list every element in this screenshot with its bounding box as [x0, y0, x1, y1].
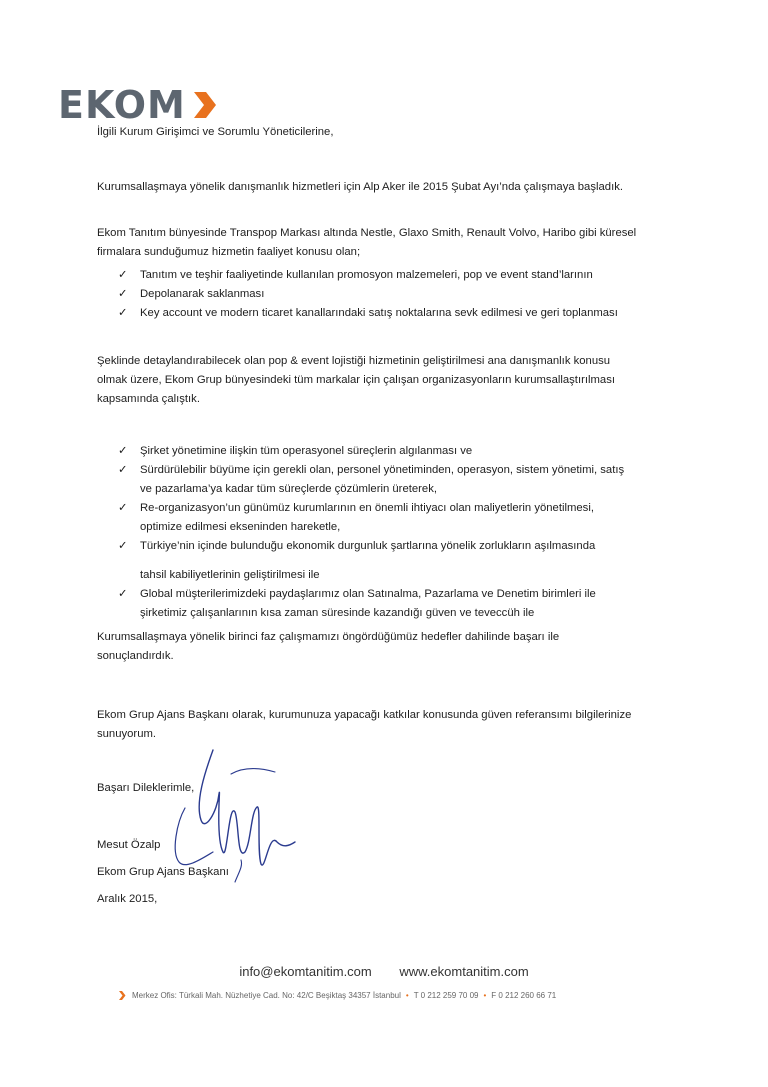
footer-contact — [0, 964, 768, 979]
footer-address: Merkez Ofis: Türkali Mah. Nüzhetiye Cad. No: 42/C Beşiktaş 34357 İstanbul — [132, 991, 401, 1000]
letter-date: Aralık 2015, — [97, 893, 158, 905]
footer-fax: F 0 212 260 66 71 — [491, 991, 557, 1000]
list-item — [118, 285, 638, 304]
signer-name: Mesut Özalp — [97, 839, 161, 851]
separator-dot: • — [405, 991, 409, 1000]
checkmark-icon: ✓ — [118, 540, 128, 552]
paragraph-3: Şeklinde detaylandırabilecek olan pop & event lojistiği hizmetinin geliştirilmesi ana danışmanlık konusu olmak üzere, Ekom Grup bünyesindeki tüm markalar için çalışan organizasyonların kurumsallaştırılması kapsamında çalıştık. — [97, 355, 615, 405]
list-item-text: Key account ve modern ticaret kanallarındaki satış noktalarına sevk edilmesi ve geri toplanması — [140, 307, 618, 319]
list-item-text: Sürdürülebilir büyüme için gerekli olan, personel yönetiminden, operasyon, sistem yönetimi, satış ve pazarlama’ya kadar tüm süreçlerde çözümlerin üreterek, — [140, 464, 625, 495]
logo-text: EKOM — [58, 83, 186, 127]
closing-line: Başarı Dileklerimle, — [97, 782, 195, 794]
salutation: İlgili Kurum Girişimci ve Sorumlu Yöneticilerine, — [97, 126, 334, 138]
company-logo — [58, 83, 218, 127]
list-item — [118, 537, 638, 556]
footer-phone: T 0 212 259 70 09 — [413, 991, 479, 1000]
bullet-list-2 — [118, 442, 638, 623]
checkmark-icon: ✓ — [118, 445, 128, 457]
list-item-text: Türkiye’nin içinde bulunduğu ekonomik durgunluk şartlarına yönelik zorlukların aşılmasında — [140, 540, 596, 552]
paragraph-2: Ekom Tanıtım bünyesinde Transpop Markası altında Nestle, Glaxo Smith, Renault Volvo, Haribo gibi küresel firmalara sunduğumuz hizmetin faaliyet konusu olan; — [97, 227, 637, 258]
list-item-text: Global müşterilerimizdeki paydaşlarımız olan Satınalma, Pazarlama ve Denetim birimleri ile şirketimiz çalışanlarının kısa zaman süresinde kazandığı güven ve teveccüh ile — [140, 588, 596, 619]
footer-address-line — [118, 991, 556, 1000]
list-item — [118, 499, 638, 537]
list-item — [118, 442, 638, 461]
signer-title: Ekom Grup Ajans Başkanı — [97, 866, 229, 878]
list-item — [118, 266, 638, 285]
checkmark-icon: ✓ — [118, 502, 128, 514]
footer-email[interactable]: info@ekomtanitim.com — [239, 964, 372, 979]
paragraph-1: Kurumsallaşmaya yönelik danışmanlık hizmetleri için Alp Aker ile 2015 Şubat Ayı’nda çalışmaya başladık. — [97, 181, 623, 193]
chevron-right-icon — [118, 991, 126, 1000]
checkmark-icon: ✓ — [118, 269, 128, 281]
paragraph-5: Ekom Grup Ajans Başkanı olarak, kurumunuza yapacağı katkılar konusunda güven referansımı bilgilerinize sunuyorum. — [97, 709, 632, 740]
footer-website[interactable]: www.ekomtanitim.com — [399, 964, 529, 979]
list-item-text: Re-organizasyon’un günümüz kurumlarının en önemli ihtiyacı olan maliyetlerin yönetilmesi, optimize edilmesi ekseninden hareketle, — [140, 502, 594, 533]
list-item-text: Şirket yönetimine ilişkin tüm operasyonel süreçlerin algılanması ve — [140, 445, 473, 457]
handwritten-signature — [165, 742, 305, 892]
paragraph-4: Kurumsallaşmaya yönelik birinci faz çalışmamızı öngördüğümüz hedefler dahilinde başarı ile sonuçlandırdık. — [97, 631, 560, 662]
list-item — [118, 461, 638, 499]
checkmark-icon: ✓ — [118, 588, 128, 600]
list-item-text: Tanıtım ve teşhir faaliyetinde kullanılan promosyon malzemeleri, pop ve event stand’larının — [140, 269, 593, 281]
chevron-right-icon — [190, 90, 218, 120]
checkmark-icon: ✓ — [118, 464, 128, 476]
separator-dot: • — [483, 991, 487, 1000]
list-item-continuation: tahsil kabiliyetlerinin geliştirilmesi ile — [140, 569, 320, 581]
checkmark-icon: ✓ — [118, 307, 128, 319]
list-item-text: Depolanarak saklanması — [140, 288, 265, 300]
checkmark-icon: ✓ — [118, 288, 128, 300]
list-item — [118, 585, 638, 623]
list-item — [118, 304, 638, 323]
bullet-list-1 — [118, 266, 638, 323]
